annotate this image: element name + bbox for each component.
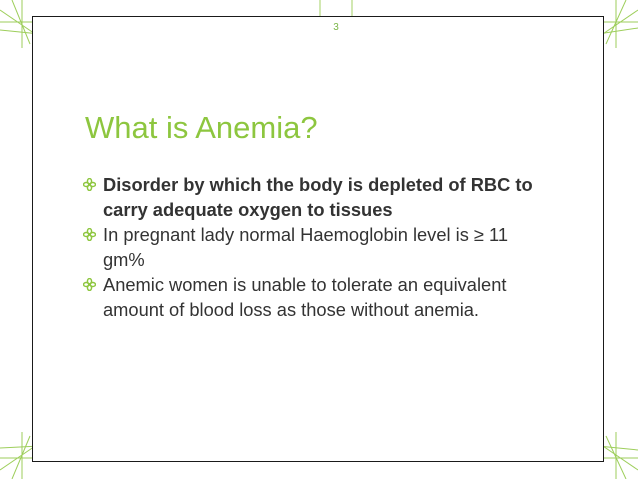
bullet-text: Anemic women is unable to tolerate an equivalent amount of blood loss as those without anemia. — [103, 274, 507, 320]
four-petal-flower-icon — [83, 278, 96, 291]
bullet-text: In pregnant lady normal Haemoglobin level is ≥ 11 gm% — [103, 224, 508, 270]
bullet-item — [83, 222, 543, 272]
bullet-text: Disorder by which the body is depleted of RBC to carry adequate oxygen to tissues — [103, 174, 533, 220]
bullet-item — [83, 172, 543, 222]
four-petal-flower-icon — [83, 228, 96, 241]
slide-title: What is Anemia? — [85, 110, 318, 145]
bullet-list — [83, 172, 543, 322]
bullet-item — [83, 272, 543, 322]
slide-number: 3 — [333, 22, 339, 33]
four-petal-flower-icon — [83, 178, 96, 191]
